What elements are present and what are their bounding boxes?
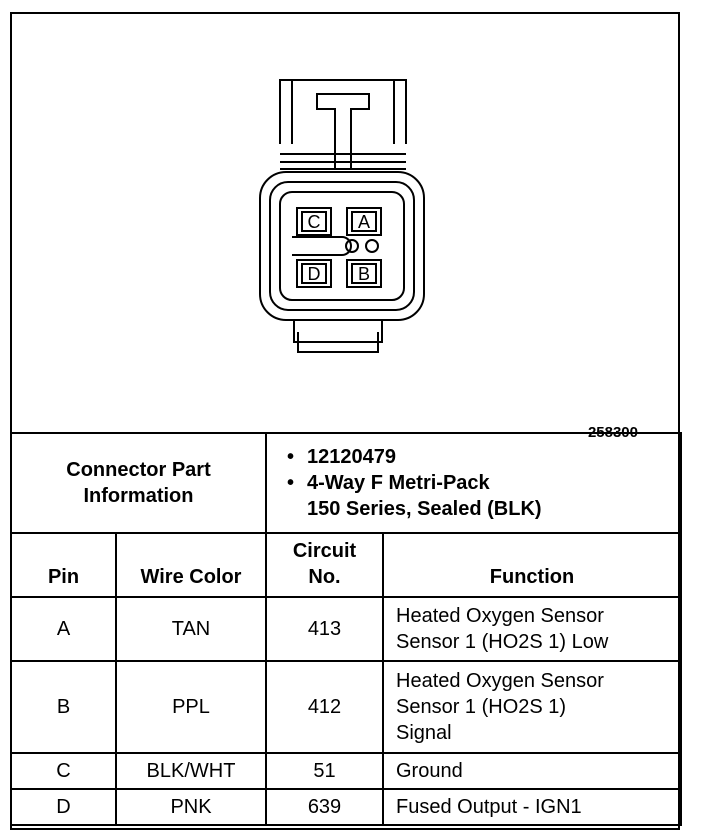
pinout-table — [10, 432, 682, 826]
function-line: Sensor 1 (HO2S 1) — [396, 696, 567, 718]
function-line: Heated Oxygen Sensor — [396, 670, 604, 692]
wire-color-cell: TAN — [116, 597, 266, 661]
header-pin: Pin — [11, 533, 116, 597]
wire-color-cell: PNK — [116, 789, 266, 825]
part-number: 12120479 — [307, 446, 396, 468]
pin-cell: B — [11, 661, 116, 753]
function-cell — [383, 753, 681, 789]
header-circuit — [266, 533, 383, 597]
pin-label-c: C — [307, 212, 321, 232]
connector-info-label — [11, 433, 266, 533]
pin-label-a: A — [357, 212, 371, 232]
circuit-cell: 412 — [266, 661, 383, 753]
connector-info-details — [266, 433, 681, 533]
function-line: Heated Oxygen Sensor — [396, 605, 604, 627]
circuit-cell: 413 — [266, 597, 383, 661]
table-row — [11, 789, 681, 825]
description-item: • 4-Way F Metri-Pack — [287, 472, 490, 494]
table-row — [11, 597, 681, 661]
wire-color-cell: PPL — [116, 661, 266, 753]
connector-diagram — [12, 14, 678, 441]
header-function: Function — [383, 533, 681, 597]
description-line2: 150 Series, Sealed (BLK) — [307, 498, 542, 520]
pin-cell: C — [11, 753, 116, 789]
part-number-item: • 12120479 — [287, 446, 396, 468]
pin-cell: A — [11, 597, 116, 661]
wire-color-cell: BLK/WHT — [116, 753, 266, 789]
latch-tab — [317, 94, 369, 154]
pin-label-d: D — [307, 264, 321, 284]
circuit-cell: 51 — [266, 753, 383, 789]
function-cell — [383, 661, 681, 753]
connector-label-line1: Connector Part — [66, 459, 211, 481]
circuit-cell: 639 — [266, 789, 383, 825]
header-circuit-line2: No. — [308, 566, 341, 588]
pin-cell: D — [11, 789, 116, 825]
header-circuit-line1: Circuit — [292, 540, 357, 562]
table-row — [11, 661, 681, 753]
function-line: Sensor 1 (HO2S 1) Low — [396, 631, 609, 653]
description-line1: 4-Way F Metri-Pack — [307, 472, 490, 494]
function-line: Ground — [396, 760, 463, 782]
function-line: Fused Output - IGN1 — [396, 796, 582, 818]
function-line: Signal — [396, 722, 452, 744]
connector-info-row — [11, 433, 681, 533]
figure-id: 258300 — [587, 424, 638, 441]
header-row — [11, 533, 681, 597]
connector-face-drawing — [12, 14, 678, 432]
latch-housing — [280, 80, 406, 144]
pin-label-b: B — [357, 264, 371, 284]
function-cell — [383, 789, 681, 825]
function-cell — [383, 597, 681, 661]
table-row — [11, 753, 681, 789]
header-wire-color: Wire Color — [116, 533, 266, 597]
connector-label-line2: Information — [83, 485, 194, 507]
